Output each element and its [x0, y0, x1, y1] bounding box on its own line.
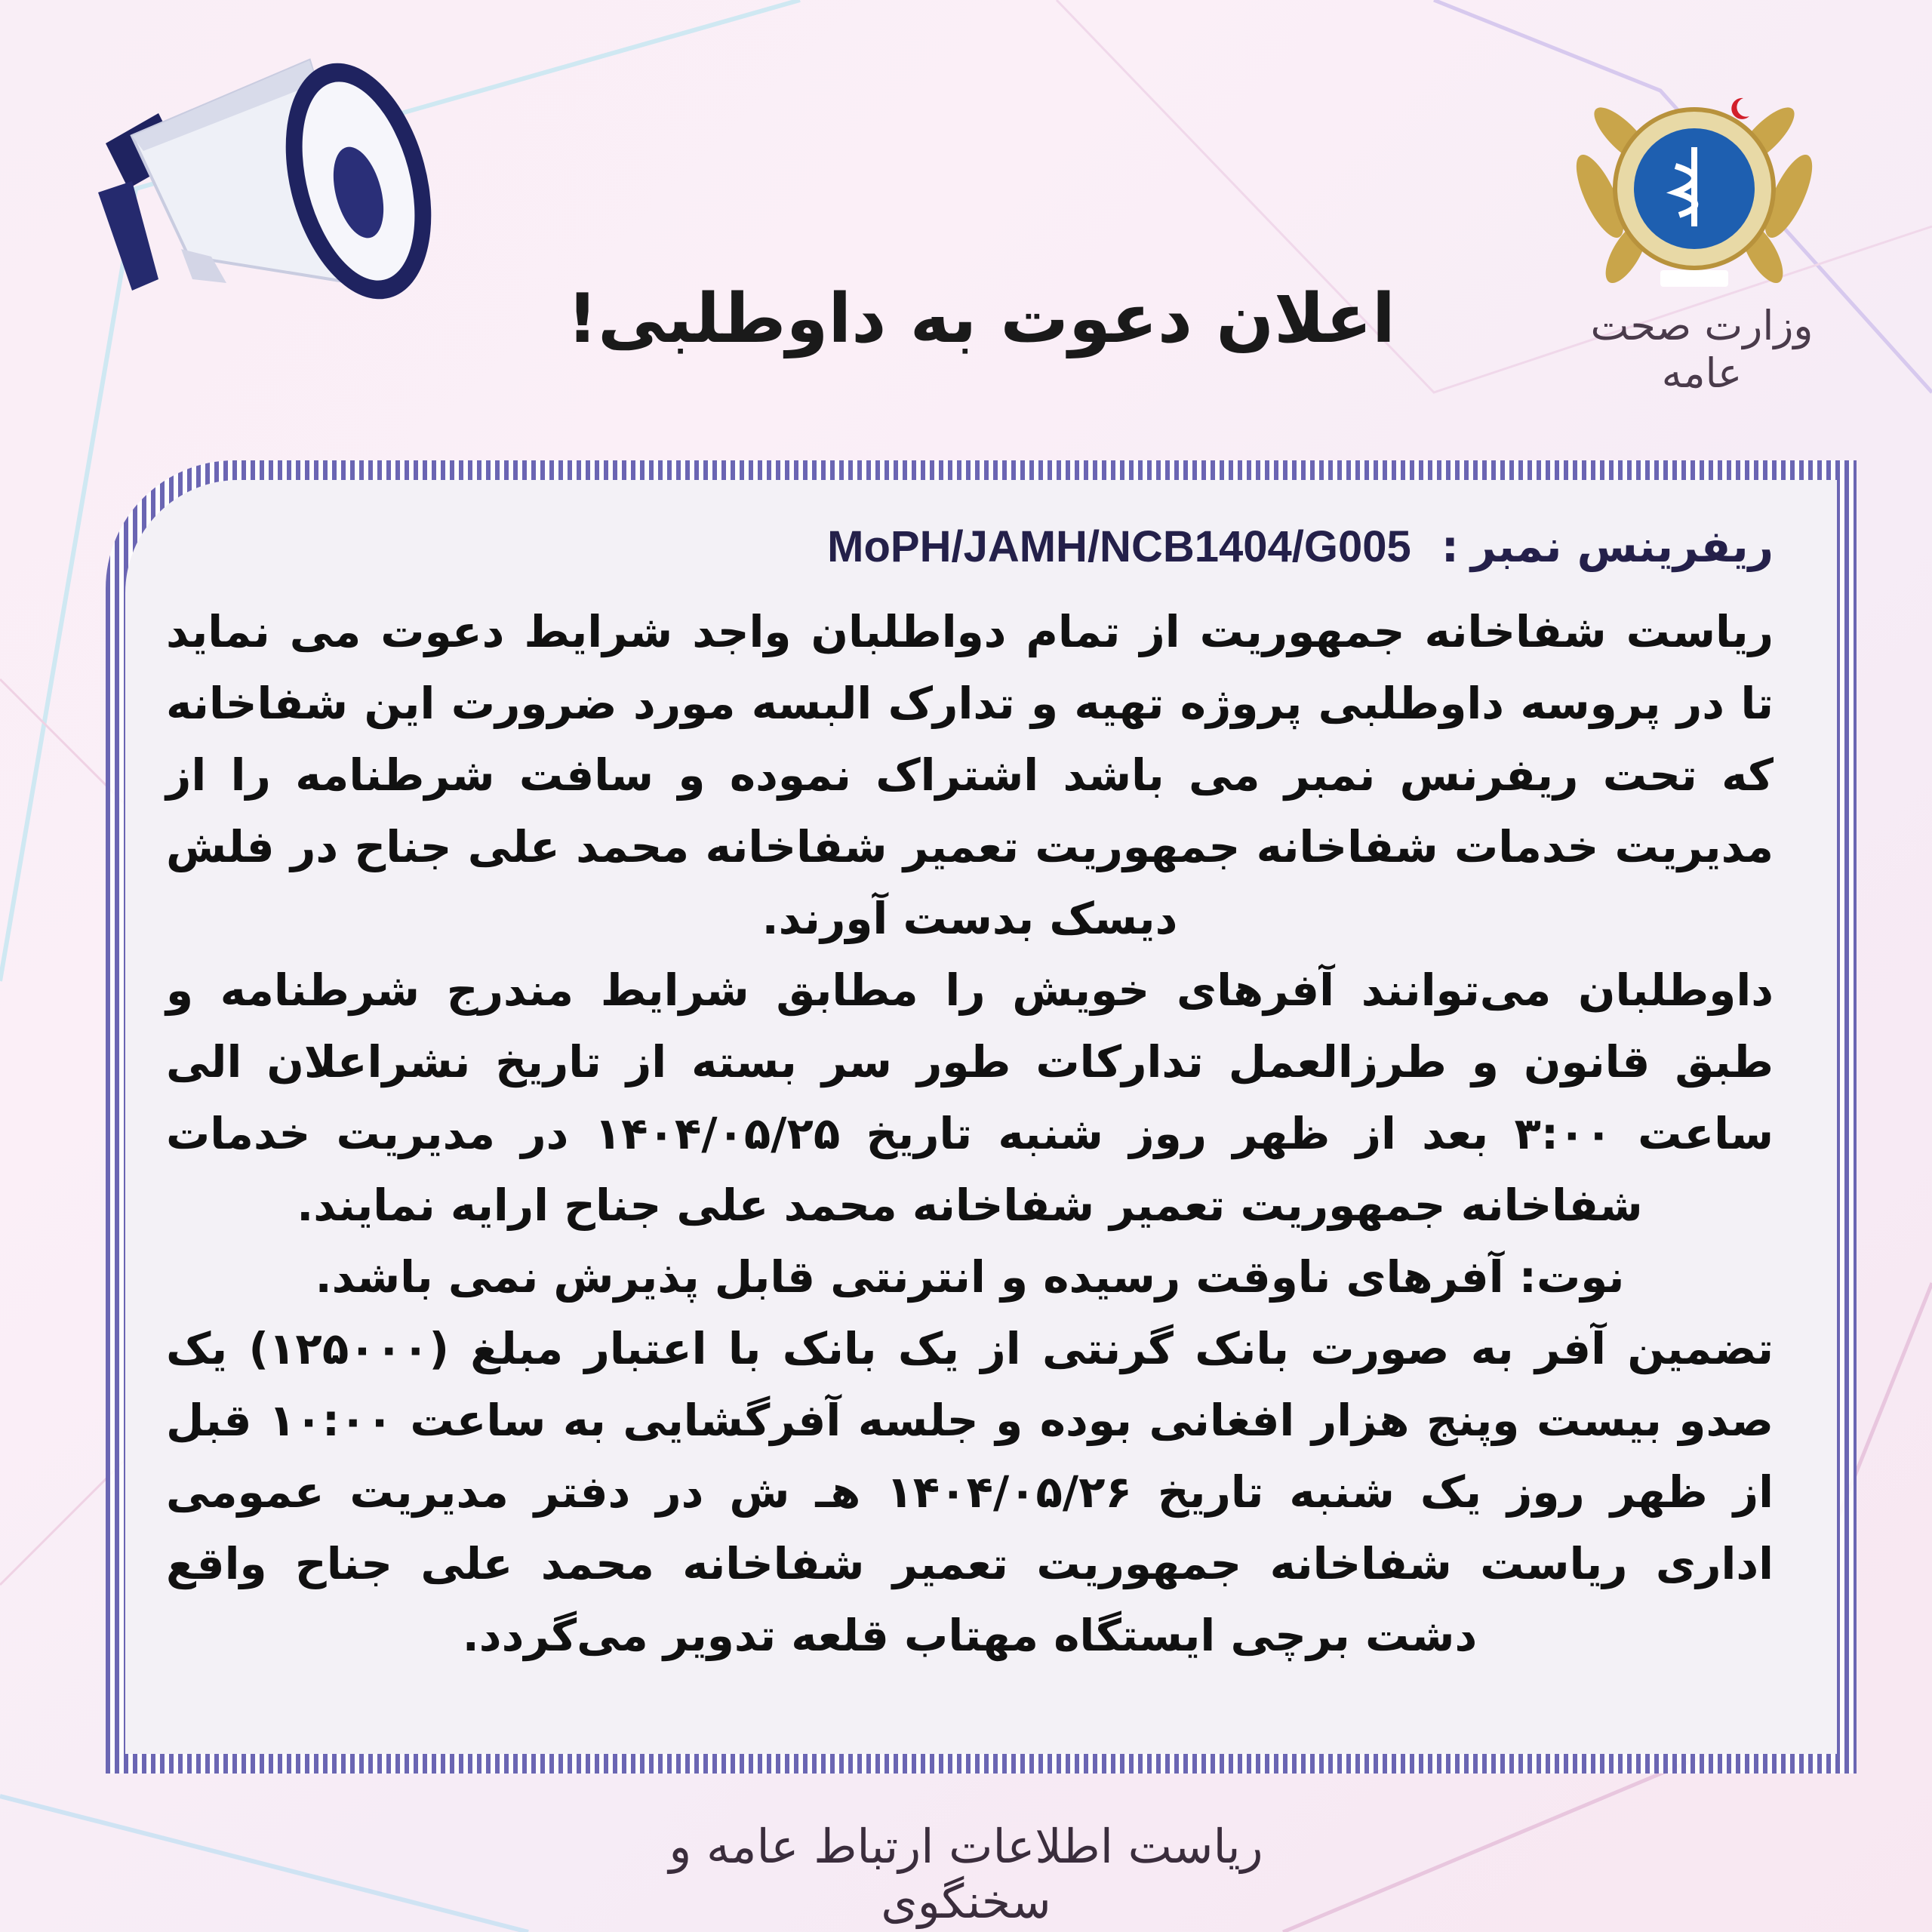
paragraph-submission: داوطلبان می‌توانند آفرهای خویش را مطابق شرایط مندرج شرطنامه و طبق قانون و طرزالعمل تدارکات طور سر بسته از تاریخ نشراعلان الی ساعت ۳:۰۰ بعد از ظهر روز شنبه تاریخ ۱۴۰۴/۰۵/۲۵ در مدیریت خدمات شفاخانه جمهوریت تعمیر شفاخانه محمد علی جناح ارایه نمایند. — [166, 964, 1774, 1231]
paragraph-note: نوت: آفرهای ناوقت رسیده و انترنتی قابل پذیرش نمی باشد. — [315, 1251, 1625, 1303]
reference-separator: : — [1441, 521, 1459, 572]
paragraph-invitation: ریاست شفاخانه جمهوریت از تمام دواطلبان واجد شرایط دعوت می نماید تا در پروسه داوطلبی پروژه تهیه و تدارک البسه مورد ضرورت این شفاخانه که تحت ریفرنس نمبر می باشد اشتراک نموده و سافت شرطنامه را از مدیریت خدمات شفاخانه جمهوریت تعمیر شفاخانه محمد علی جناح در فلش دیسک بدست آورند. — [166, 606, 1774, 944]
ministry-logo — [1570, 83, 1819, 302]
megaphone-icon — [60, 30, 468, 385]
reference-label: ریفرینس نمبر — [1470, 521, 1774, 572]
reference-line — [211, 521, 1774, 572]
footer-signature-calligraphy: ریاست اطلاعات ارتباط عامه و سخنگوی — [669, 1819, 1263, 1929]
page-title: اعلان دعوت به داوطلبی! — [567, 279, 1395, 358]
reference-code: MoPH/JAMH/NCB1404/G005 — [827, 522, 1411, 571]
announcement-body — [166, 596, 1774, 1672]
ministry-name-calligraphy: وزارت صحت عامه — [1590, 302, 1814, 397]
paragraph-guarantee: تضمین آفر به صورت بانک گرنتی از یک بانک با اعتبار مبلغ (۱۲۵۰۰۰) یک صدو بیست وپنج هزار افغانی بوده و جلسه آفرگشایی به ساعت ۱۰:۰۰ قبل از ظهر روز یک شنبه تاریخ ۱۴۰۴/۰۵/۲۶ هـ ش در دفتر مدیریت عمومی اداری ریاست شفاخانه جمهوریت تعمیر شفاخانه محمد علی جناح واقع دشت برچی ایستگاه مهتاب قلعه تدویر می‌گردد. — [166, 1323, 1774, 1661]
